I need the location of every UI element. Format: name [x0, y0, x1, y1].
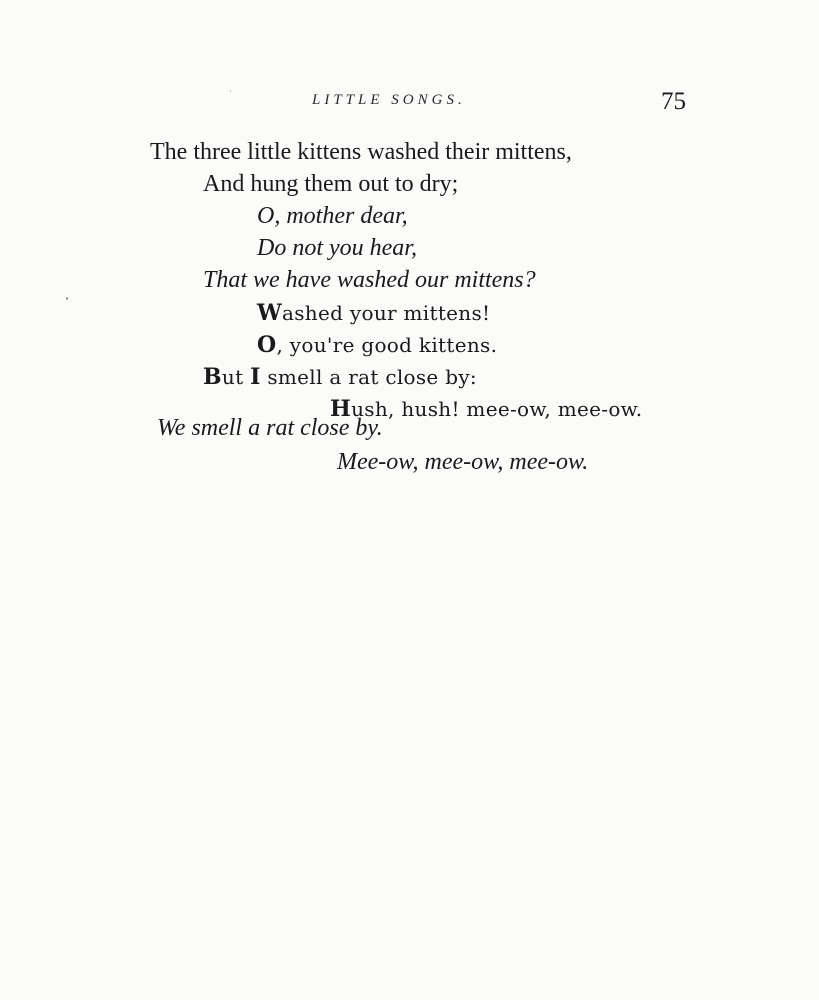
blackletter-initial: B: [203, 364, 222, 390]
verse-line-10: We smell a rat close by.: [157, 415, 383, 441]
verse-line-5: That we have washed our mittens?: [203, 267, 536, 293]
verse-line-8-text-a: ut: [221, 365, 251, 389]
verse-line-6-text: ashed your mittens!: [282, 301, 491, 325]
verse-line-6: [257, 298, 490, 328]
blackletter-initial: O: [257, 332, 277, 358]
blackletter-initial: I: [250, 364, 261, 390]
verse-line-7: [257, 330, 497, 360]
verse-line-7-text: , you're good kittens.: [276, 333, 498, 357]
blackletter-initial: H: [330, 396, 352, 422]
verse-line-11: Mee-ow, mee-ow, mee-ow.: [337, 449, 589, 475]
verse-line-2: And hung them out to dry;: [203, 171, 459, 197]
page-number: 75: [661, 88, 686, 115]
blackletter-initial: W: [257, 300, 283, 326]
ink-speck: [230, 90, 231, 92]
verse-line-1: The three little kittens washed their mittens,: [150, 139, 572, 165]
verse-line-8: [203, 362, 477, 392]
verse-line-4: Do not you hear,: [257, 235, 417, 261]
verse-line-8-text-b: smell a rat close by:: [260, 365, 477, 389]
ink-speck: [66, 297, 68, 300]
verse-line-9-text: ush, hush! mee-ow, mee-ow.: [351, 397, 643, 421]
running-title: LITTLE SONGS.: [312, 92, 466, 108]
verse-line-3: O, mother dear,: [257, 203, 408, 229]
